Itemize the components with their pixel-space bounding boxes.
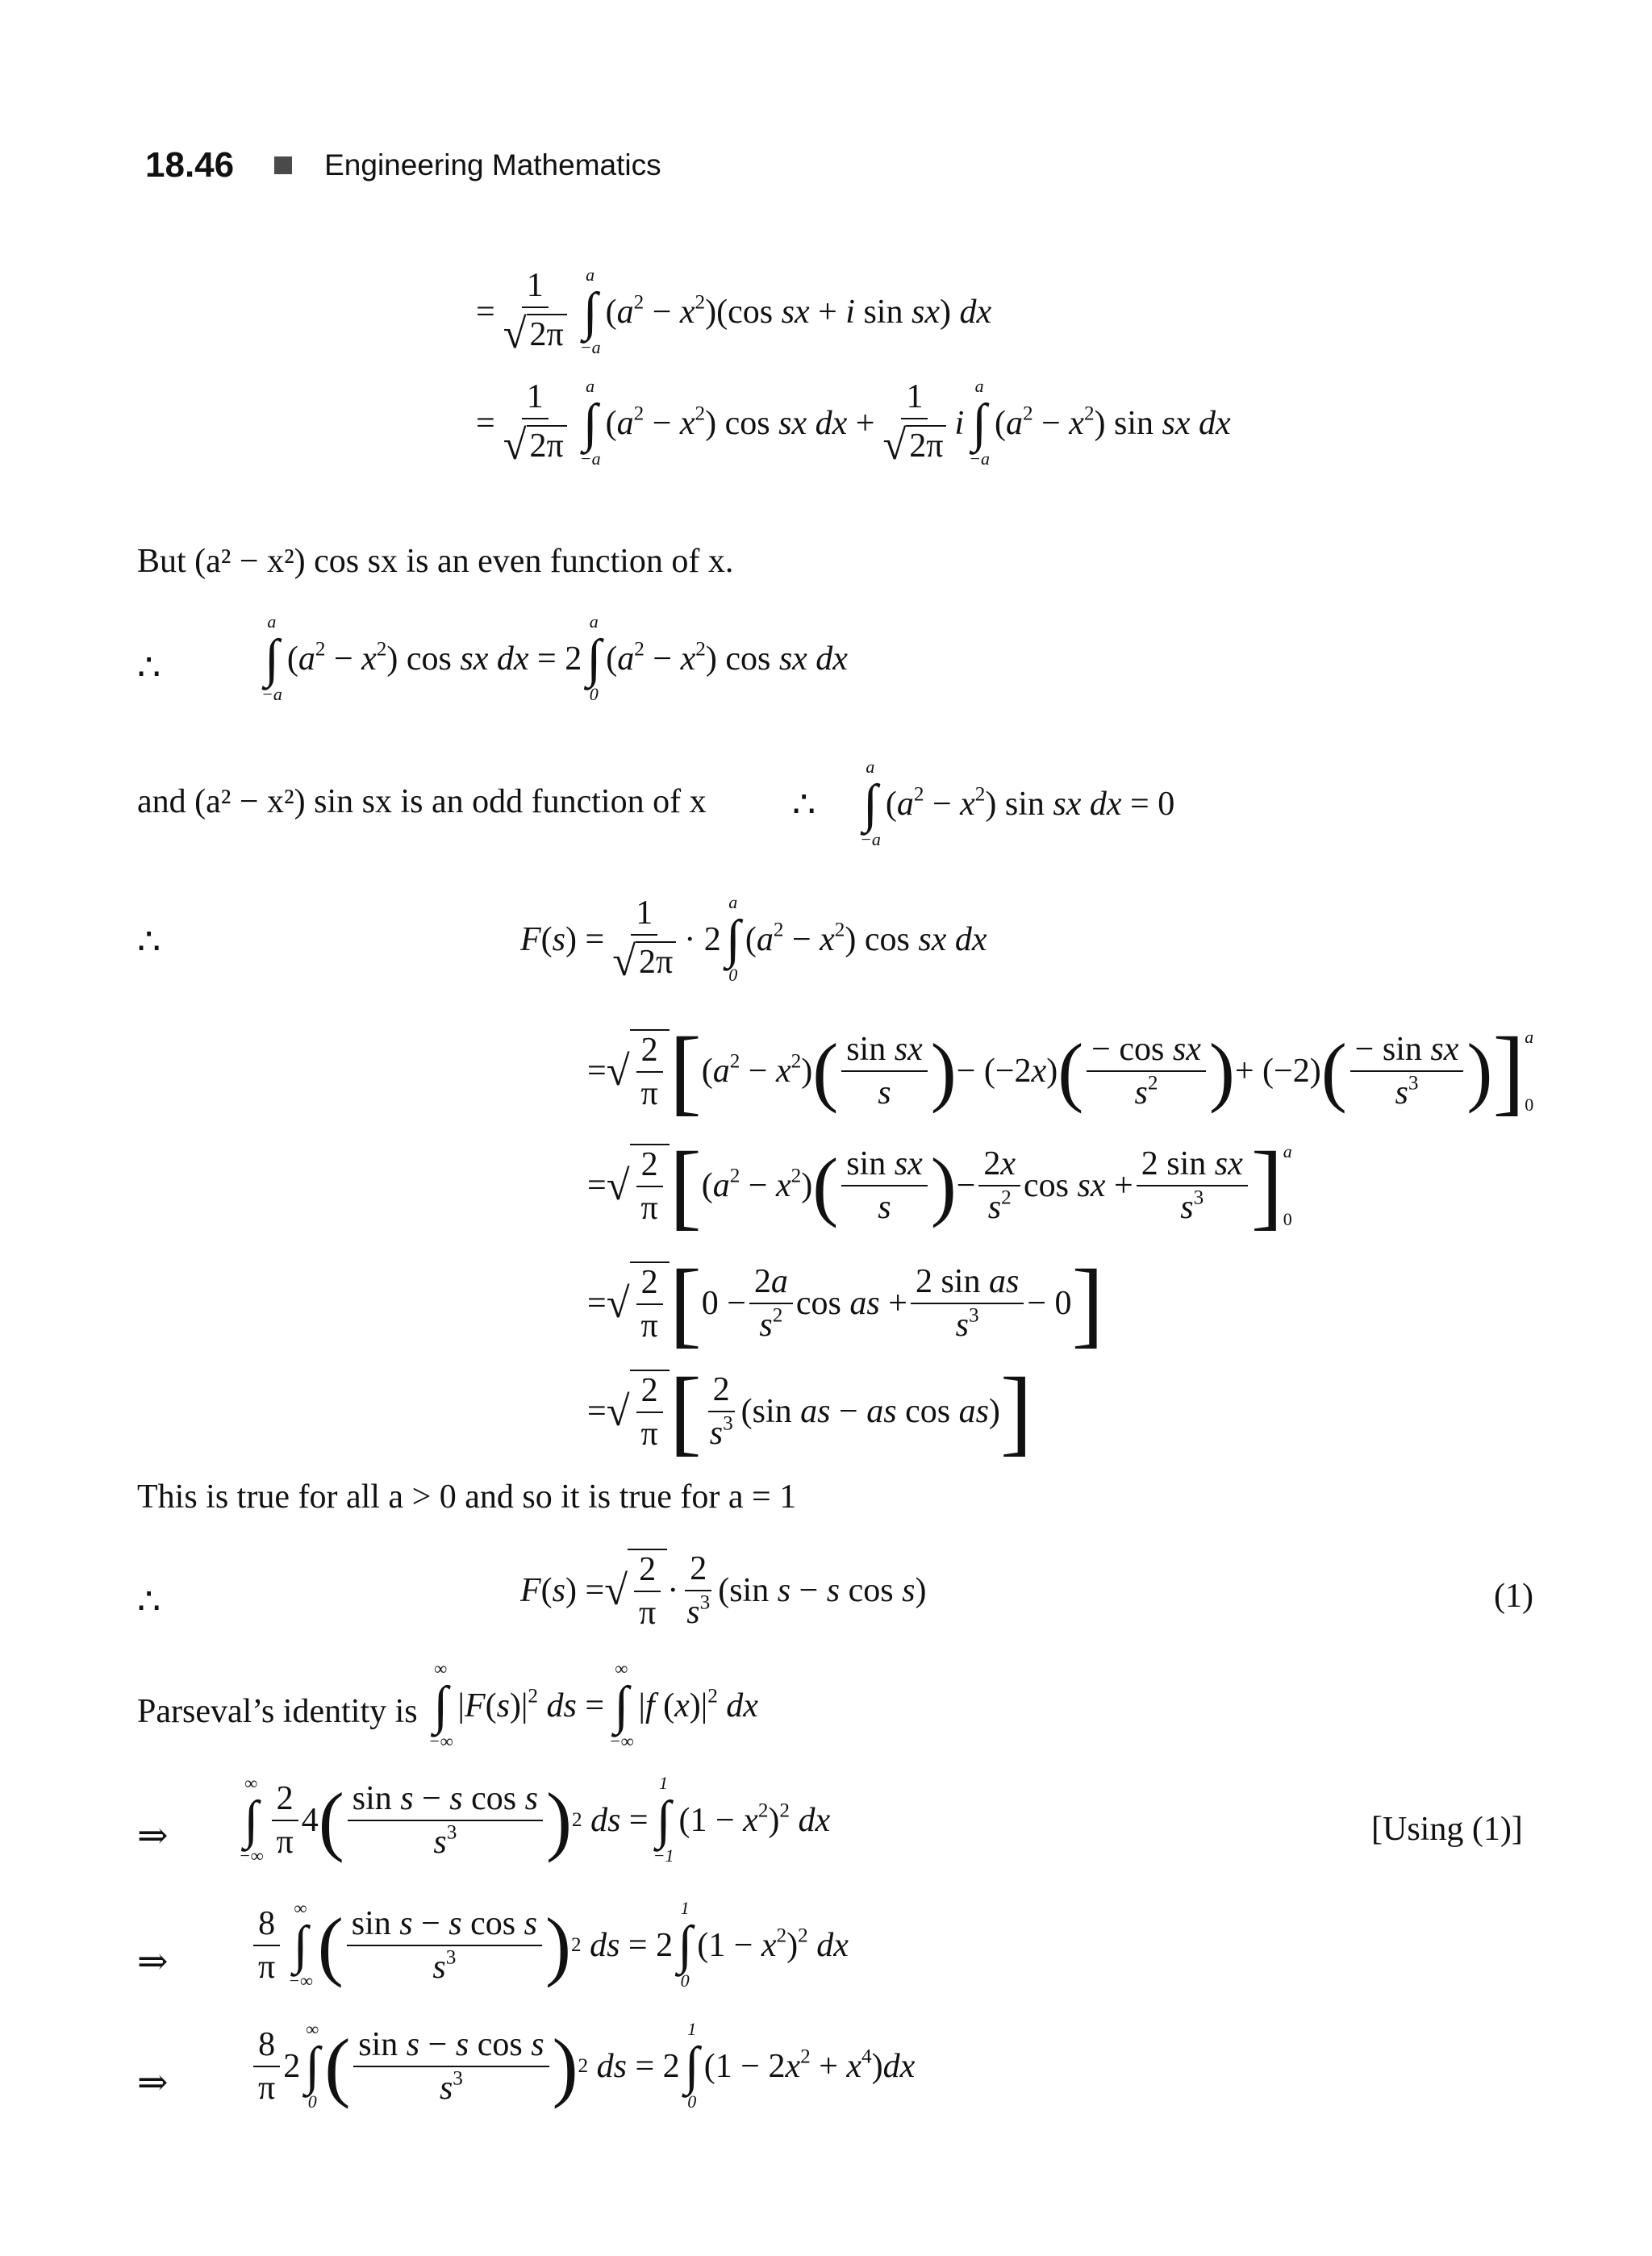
equation-F: F(s) = 1 √ 2π · 2 a ∫ 0 $(a^2 - x^2)$ cos sx dx <box>520 892 987 985</box>
header-square-icon <box>274 156 292 174</box>
equation-F4: = √ $\frac{2}{\pi}$ [ 0 − $\frac{2a}{s^2}$ cos as + $\frac{\text{2 sin as}}{s^3}$ − 0 ] <box>587 1249 1104 1357</box>
therefore-symbol: ∴ <box>792 784 816 825</box>
equation-p3: $\frac{8}{\pi}$ 2 ∞ ∫ 0 ( $\frac{\text{sin s − s cos s}}{s^3}$ ) 2 ds = 2 1 ∫ 0 $(1 - 2x^2 + x^4)dx$ <box>250 2020 915 2112</box>
implies-symbol: ⇒ <box>137 2062 169 2103</box>
therefore-symbol: ∴ <box>137 921 161 962</box>
parseval-label: Parseval’s identity is <box>137 1693 418 1730</box>
even-statement: But (a² − x²) cos sx is an even function of x. <box>137 543 734 580</box>
true-statement: This is true for all a > 0 and so it is true for a = 1 <box>137 1478 797 1516</box>
equation-2: = 1 √ 2π a ∫ −a $(a^2 - x^2)$ cos sx dx + 1 √ 2π i a ∫ −a $(a^2 - x^2)$ sin sx dx <box>476 376 1231 469</box>
equation-even: a ∫ −a $(a^2 - x^2)$ cos sx dx = 2 a ∫ 0 $(a^2 - x^2)$ cos sx dx <box>261 611 848 704</box>
equation-odd: a ∫ −a $(a^2 - x^2)$ sin sx dx = 0 <box>860 757 1175 849</box>
page-number: 18.46 <box>145 145 235 185</box>
page-header <box>145 145 661 186</box>
odd-statement: and (a² − x²) sin sx is an odd function of x <box>137 783 707 820</box>
equation-p2: $\frac{8}{\pi}$ ∞ ∫ −∞ ( $\frac{\text{sin s − s cos s}}{s^3}$ ) 2 ds = 2 1 ∫ 0 $(1 - x^2)^2$ dx <box>250 1899 849 1991</box>
implies-symbol: ⇒ <box>137 1815 169 1856</box>
equation-F3: = √ $\frac{2}{\pi}$ [ $(a^2 - x^2)$ ( $\frac{\text{sin sx}}{s}$ ) − $\frac{2x}{s^2}$ cos sx + $\frac{\text{2 sin sx}}{s^3}$ ] a 0 <box>587 1132 1292 1239</box>
equation-1: = 1 √ 2π a ∫ −a $(a^2 - x^2)(\cos$ sx + i sin sx) dx <box>476 265 992 357</box>
equation-F6: F(s) = √ $\frac{2}{\pi}$ · $\frac{2}{s^3}$ (sin s − s cos s) <box>520 1550 927 1632</box>
therefore-symbol: ∴ <box>137 647 161 688</box>
therefore-symbol: ∴ <box>137 1581 161 1622</box>
equation-p1: ∞ ∫ −∞ $\frac{2}{\pi}$ 4 ( $\frac{\text{sin s − s cos s}}{s^3}$ ) 2 ds = 1 ∫ −1 $(1 - x^2)^2$ dx <box>239 1773 831 1866</box>
equation-number: (1) <box>1494 1578 1533 1615</box>
equation-F2: = √ $\frac{2}{\pi}$ [ $(a^2 - x^2)$ ( $\frac{\text{sin sx}}{s}$ ) − (−2x) ( $\frac{\text{− cos sx}}{s^2}$ ) + (−2) ( $\frac{\text{− sin sx}}{s^3}$ ) ] a 0 <box>587 1017 1534 1124</box>
equation-parseval: ∞ ∫ −∞ $|F(s)|^2$ ds = ∞ ∫ −∞ |f $(x)|^2$ dx <box>428 1658 758 1751</box>
using-note: [Using (1)] <box>1371 1811 1523 1848</box>
equation-F5: = √ $\frac{2}{\pi}$ [ $\frac{2}{s^3}$ (sin as − as cos as) ] <box>587 1357 1032 1465</box>
implies-symbol: ⇒ <box>137 1941 169 1982</box>
book-title: Engineering Mathematics <box>324 148 661 181</box>
